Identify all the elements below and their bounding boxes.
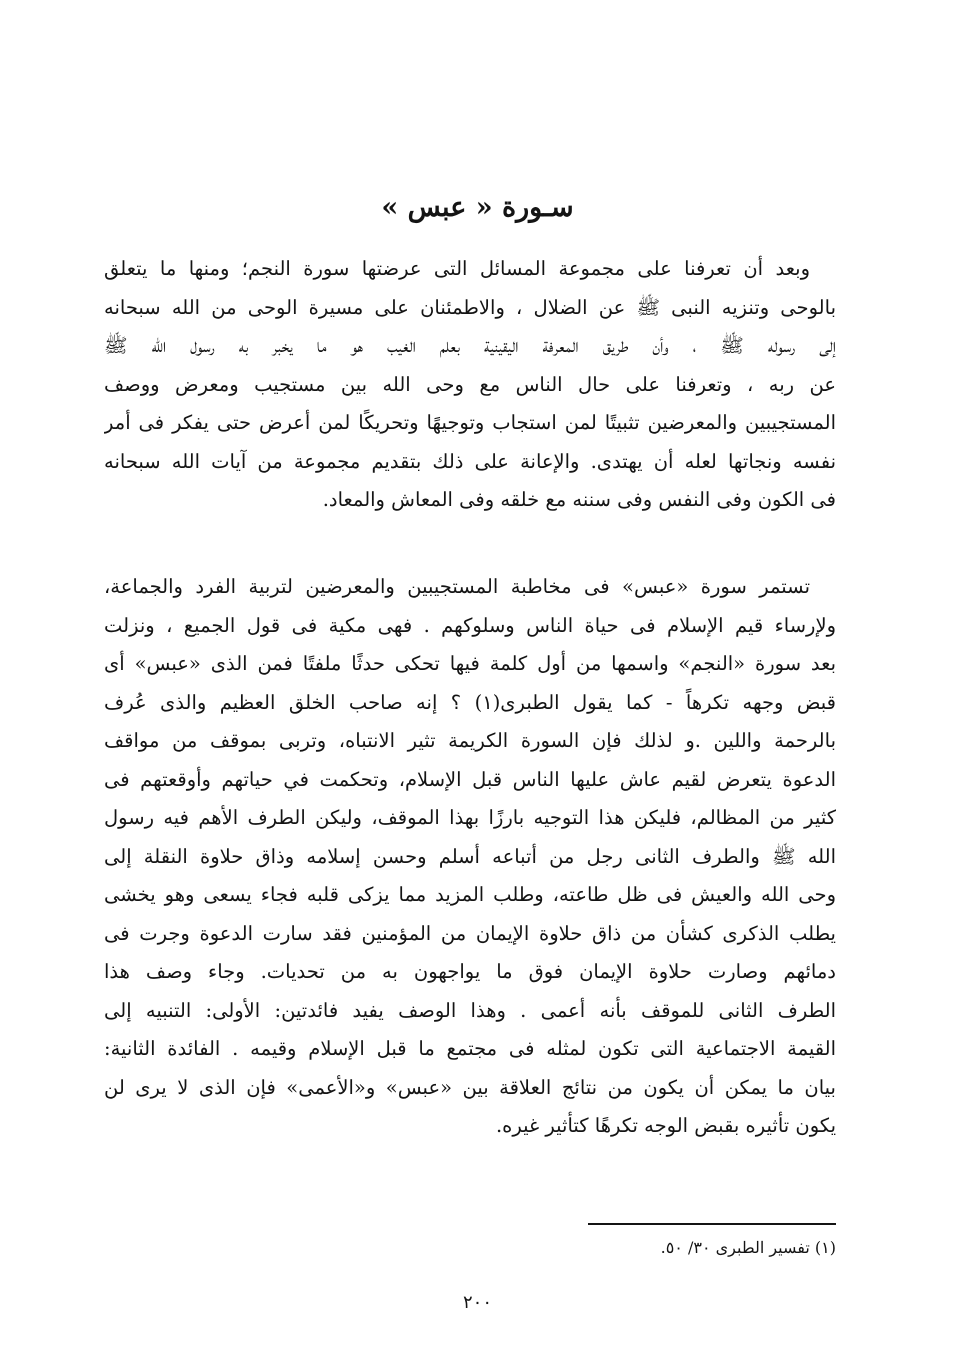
- page-number: ٢٠٠: [462, 1292, 492, 1313]
- paragraph-2-line: قبض وجهه تكرهاً - كما يقول الطبرى(١) ؟ إنه صاحب الخلق العظيم والذى عُرف: [104, 690, 836, 714]
- paragraph-2-line: دمائهم وصارت حلاوة الإيمان فوق ما يواجهون به من تحديات. وجاء وصف هذا: [104, 960, 836, 983]
- footnote-divider: [588, 1223, 836, 1225]
- paragraph-2-line: كثير من المظالم، فليكن هذا التوجيه بارزًا بهذا الموقف، وليكن الطرف الأهم فيه رسول: [104, 806, 836, 829]
- paragraph-1-line: فى الكون وفى النفس وفى سننه مع خلقه وفى المعاش والمعاد.: [322, 488, 836, 511]
- paragraph-1-line: إلى رسوله ﷺ ، وأن طريق المعرفة اليقينية بعلم الغيب هو ما يخبر به رسول الله ﷺ: [104, 334, 836, 357]
- paragraph-1-line: بالوحى وتنزيه النبى ﷺ عن الضلال ، والاطمئنان على مسيرة الوحى من الله سبحانه: [104, 295, 836, 319]
- paragraph-2-line: الدعوة يتعرض لقيم عاش عليها الناس قبل الإسلام، وتحكمت في حياتهم وأوقعتهم فى: [104, 767, 836, 791]
- paragraph-2-line: الطرف الثانى للموقف بأنه أعمى . وهذا الوصف يفيد فائدتين: الأولى: التنبيه إلى: [104, 998, 836, 1022]
- paragraph-2-line: بعد سورة «النجم» واسمها من أول كلمة فيها تحكى حدثًا ملفتًا فمن الذى «عبس» أى: [104, 652, 836, 675]
- paragraph-2-line: تستمر سورة «عبس» فى مخاطبة المستجيبين والمعرضين لتربية الفرد والجماعة،: [104, 575, 810, 598]
- paragraph-2-line: بالرحمة واللين .و لذلك فإن السورة الكريمة تثير الانتباه، وتربى بموقف من مواقف: [104, 729, 836, 752]
- paragraph-2-line: وحى الله والعيش فى ظل طاعته، وطلب المزيد مما يزكى قلبه فجاء يسعى وهو يخشى: [104, 883, 836, 906]
- paragraph-1: [104, 250, 836, 520]
- paragraph-1-line: وبعد أن تعرفنا على مجموعة المسائل التى عرضتها سورة النجم؛ ومنها ما يتعلق: [104, 257, 810, 280]
- paragraph-1-line: عن ربه ، وتعرفنا على حال الناس مع وحى الله بين مستجيب ومعرض ووصف: [104, 372, 836, 396]
- paragraph-2-line: بيان ما يمكن أن يكون من نتائج العلاقة بين «عبس» و«الأعمى» فإن الذى لا يرى لن: [104, 1075, 836, 1099]
- paragraph-2-line: يكون تأثيره بقبض الوجه تكرهًا كتأثير غيره.: [495, 1114, 836, 1137]
- paragraph-2-line: يطلب الذكرى كشأن من ذاق حلاوة الإيمان من المؤمنين فقد سارت الدعوة وجرت فى: [104, 921, 836, 945]
- paragraph-2: [104, 568, 836, 1146]
- paragraph-1-line: المستجيبين والمعرضين تثبيتًا لمن استجاب وتوجيهًا وتحريكًا لمن أعرض حتى يفكر فى أمر: [104, 411, 836, 434]
- paragraph-1-line: نفسه ونجاتها لعله أن يهتدى. والإعانة على ذلك بتقديم مجموعة من آيات الله سبحانه: [104, 449, 836, 473]
- footnote: (١) تفسير الطبرى ٣٠/ ٥٠.: [660, 1238, 836, 1257]
- paragraph-2-line: القيمة الاجتماعية التى تكون لمثله فى مجتمع ما قبل الإسلام وقيمه . الفائدة الثانية:: [104, 1037, 836, 1060]
- paragraph-2-line: الله ﷺ والطرف الثانى رجل من أتباعه أسلم وحسن إسلامه وذاق حلاوة النقلة إلى: [104, 844, 836, 868]
- surah-title: سـورة « عبس »: [381, 192, 574, 223]
- paragraph-2-line: ولإرساء قيم الإسلام فى حياة الناس وسلوكهم . فهى مكية فى قول الجميع ، ونزلت: [104, 613, 836, 637]
